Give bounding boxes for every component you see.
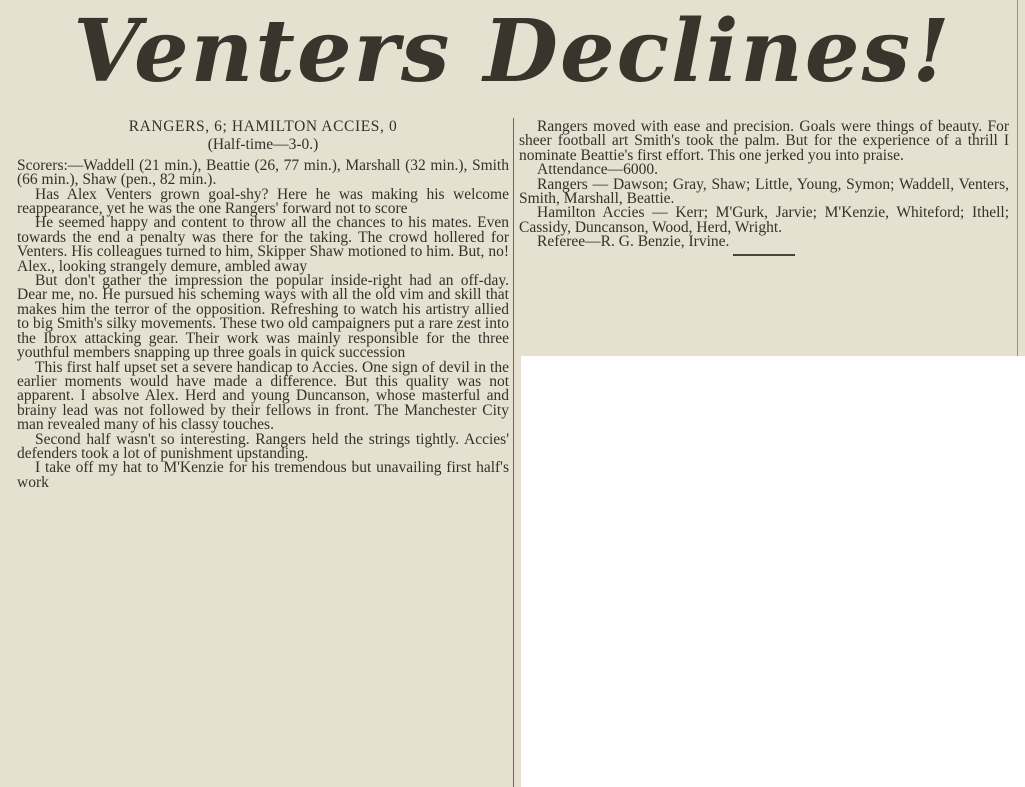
right-column: [519, 120, 1009, 256]
article-paragraph: But don't gather the impression the popular inside-right had an off-day. Dear me, no. He pursued his scheming ways with all the old vim and skill that makes him the terror of the opposition. Refreshing to watch his artistry allied to big Smith's silky movements. These two old campaigners put a rare zest into the Ibrox attacking gear. Their work was mainly responsible for the three youthful members snapping up three goals in quick succession: [17, 272, 509, 362]
column-rule: [513, 118, 514, 787]
match-result: RANGERS, 6; HAMILTON ACCIES, 0: [128, 118, 398, 135]
article-paragraph: Has Alex Venters grown goal-shy? Here he was making his welcome reappearance, yet he was the one Rangers' forward not to score: [17, 185, 509, 218]
article-paragraph: I take off my hat to M'Kenzie for his tremendous but unavailing first half's work: [17, 459, 509, 491]
end-rule: [733, 254, 795, 256]
referee: Referee—R. G. Benzie, Irvine.: [537, 233, 730, 251]
headline: Venters Declines!: [73, 1, 952, 102]
blank-area: [521, 356, 1025, 787]
attendance: Attendance—6000.: [537, 161, 658, 179]
article-paragraph: Rangers moved with ease and precision. Goals were things of beauty. For sheer football art Smith's took the palm. But for the experience of a thrill I nominate Beattie's first effort. This one jerked you into praise.: [519, 118, 1009, 164]
scorers-paragraph: Scorers:—Waddell (21 min.), Beattie (26, 77 min.), Marshall (32 min.), Smith (66 min.), Shaw (pen., 82 min.).: [17, 156, 509, 189]
hamilton-lineup: Hamilton Accies — Kerr; M'Gurk, Jarvie; M'Kenzie, Whiteford; Ithell; Cassidy, Duncanson, Wood, Herd, Wright.: [519, 204, 1009, 236]
article-paragraph: He seemed happy and content to throw all the chances to his mates. Even towards the end a penalty was there for the taking. The crowd hollered for Venters. His colleagues turned to him, Skipper Shaw motioned to him. But, no! Alex., looking strangely demure, ambled away: [17, 214, 509, 275]
left-column: [17, 118, 509, 490]
rangers-lineup: Rangers — Dawson; Gray, Shaw; Little, Young, Symon; Waddell, Venters, Smith, Marshall, Beattie.: [519, 175, 1009, 208]
article-paragraph: Second half wasn't so interesting. Rangers held the strings tightly. Accies' defenders took a lot of punishment upstanding.: [17, 430, 509, 462]
halftime-score: (Half-time—3-0.): [207, 136, 319, 154]
article-paragraph: This first half upset set a severe handicap to Accies. One sign of devil in the earlier moments would have made a difference. But this quality was not apparent. I absolve Alex. Herd and young Duncanson, whose masterful and brainy lead was not followed by their fellows in front. The Manchester City man revealed many of his classy touches.: [17, 358, 509, 434]
